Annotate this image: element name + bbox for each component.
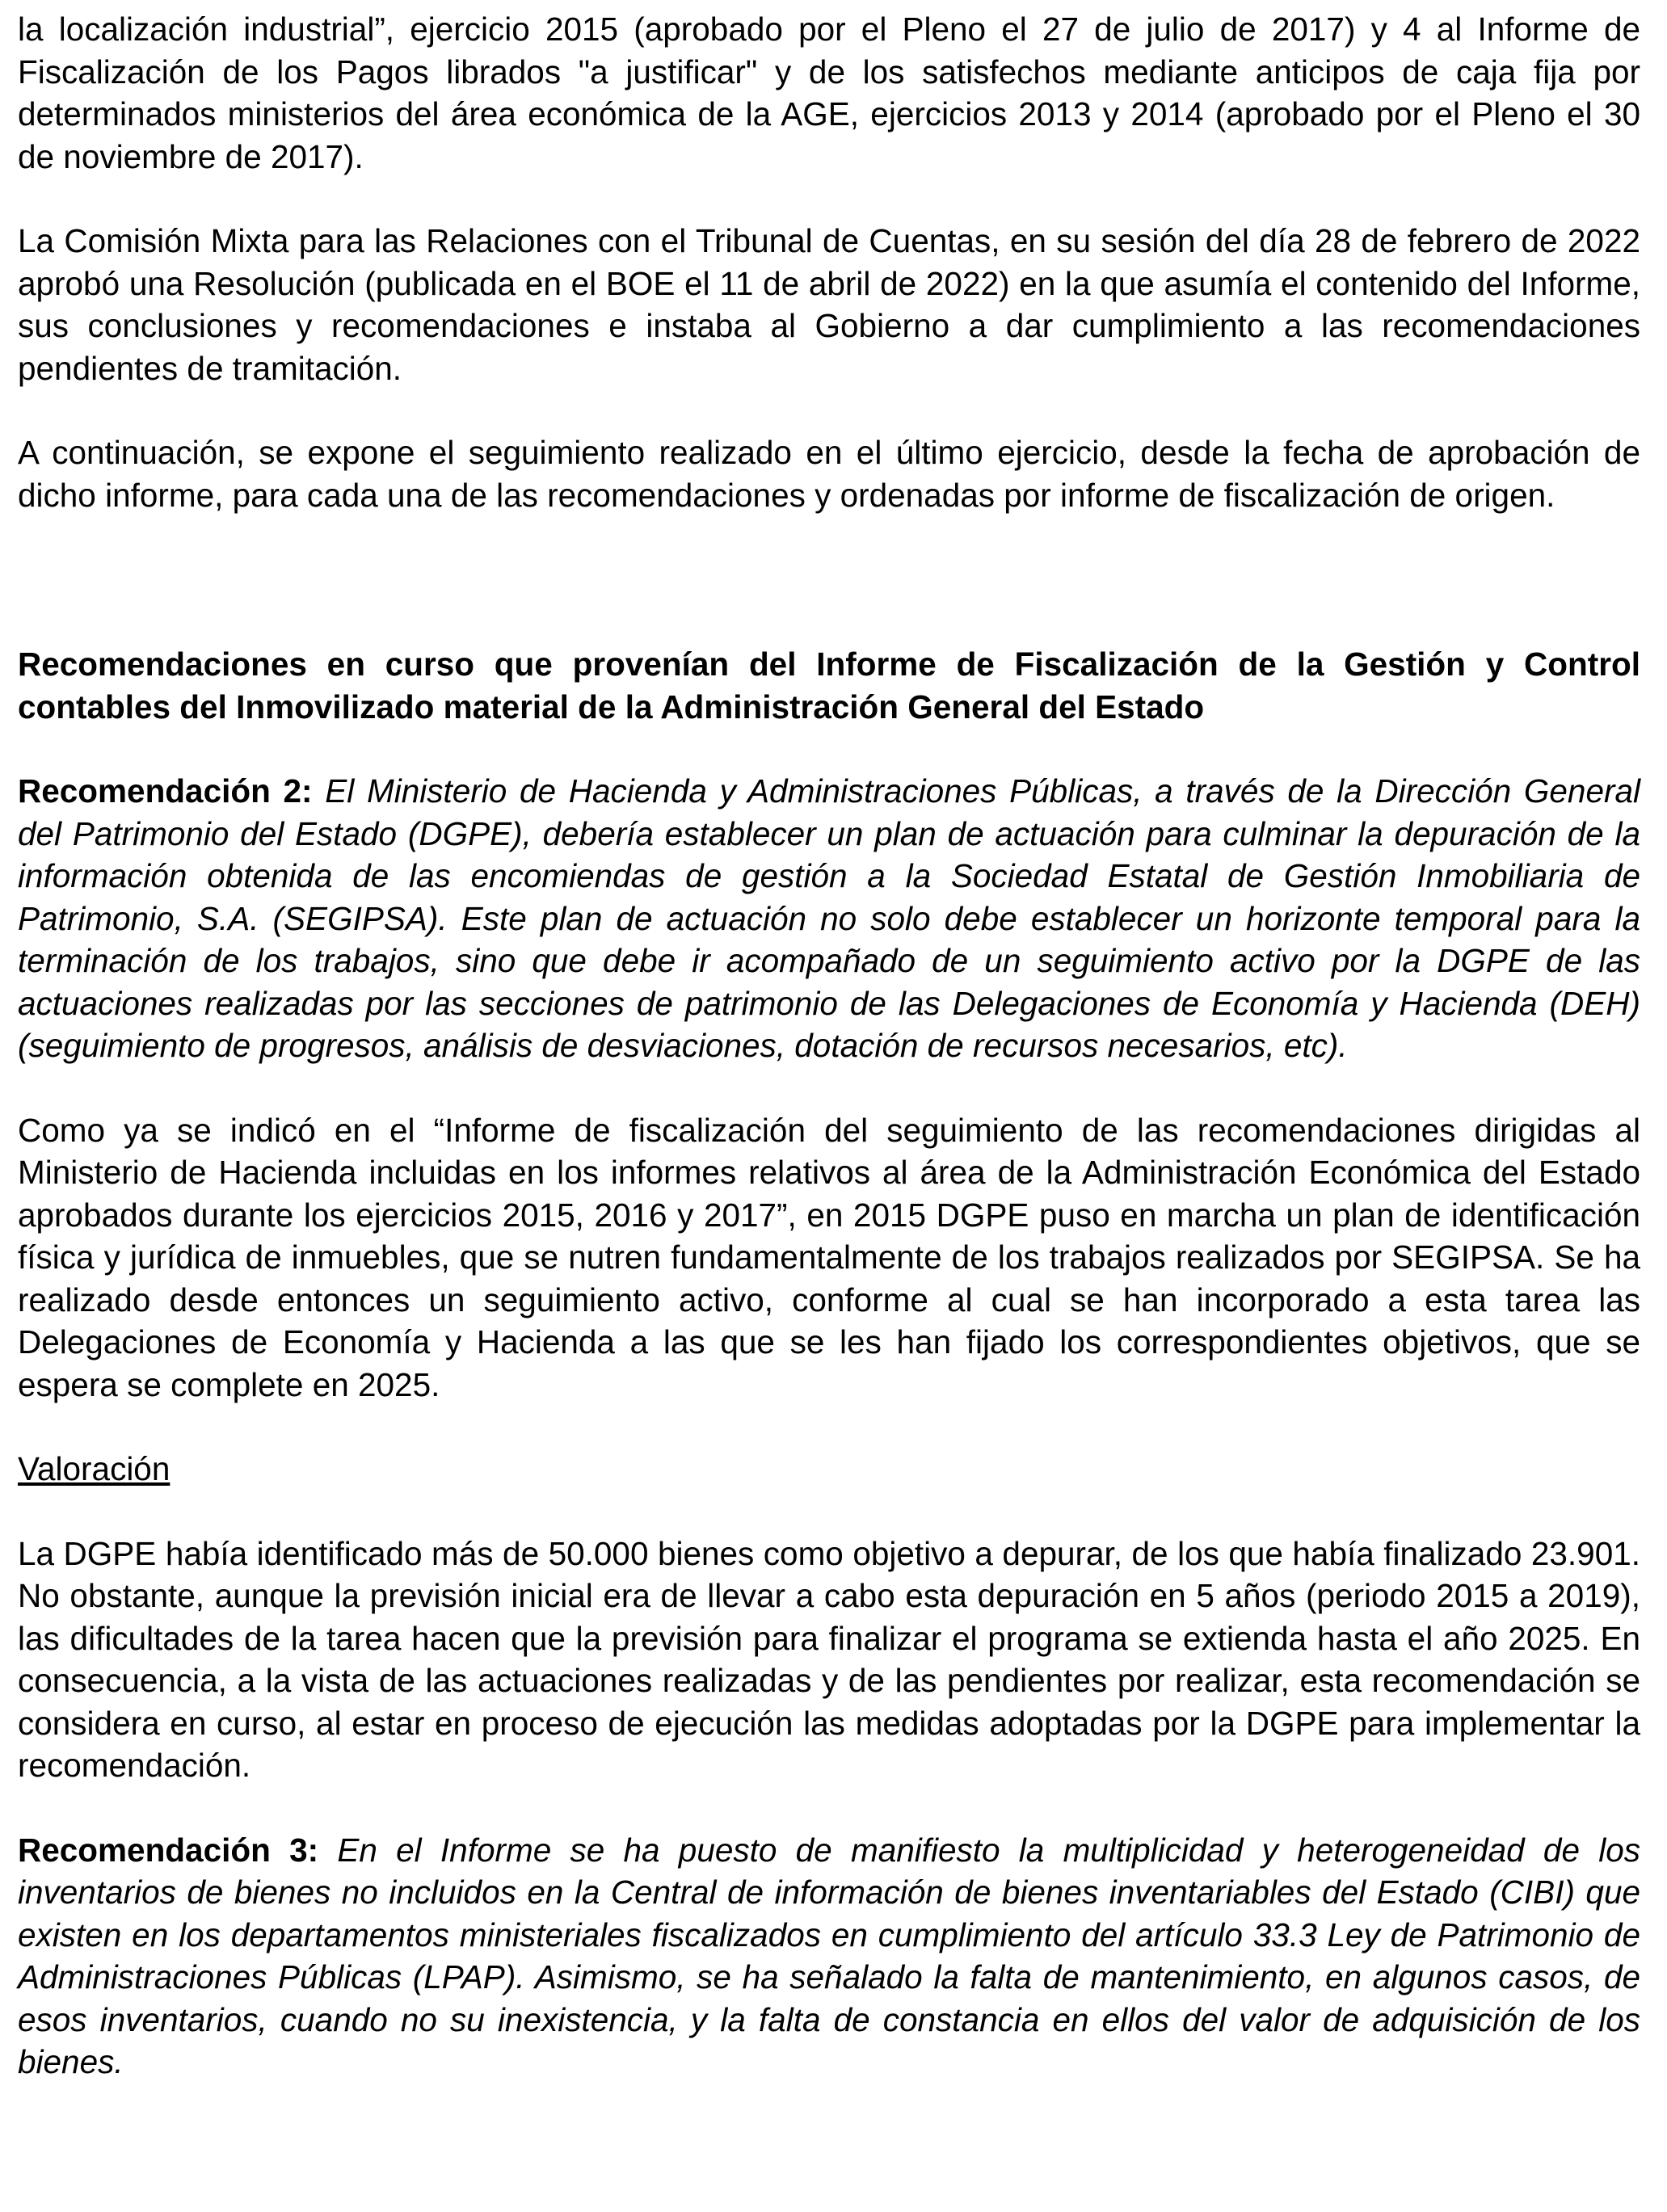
intro-paragraph-2: La Comisión Mixta para las Relaciones con el Tribunal de Cuentas, en su sesión del día 28 de febrero de 2022 aprobó una Resolución (publicada en el BOE el 11 de abril de 2022) en la que asumía el contenido del Informe, sus conclusiones y recomendaciones e instaba al Gobierno a dar cumplimiento a las recomendaciones pendientes de tramitación. <box>18 222 1640 387</box>
follow-up-paragraph: Como ya se indicó en el “Informe de fiscalización del seguimiento de las recomendaciones dirigidas al Ministerio de Hacienda incluidas en los informes relativos al área de la Administración Económica del Estado aprobados durante los ejercicios 2015, 2016 y 2017”, en 2015 DGPE puso en marcha un plan de identificación física y jurídica de inmuebles, que se nutren fundamentalmente de los trabajos realizados por SEGIPSA. Se ha realizado desde entonces un seguimiento activo, conforme al cual se han incorporado a esta tarea las Delegaciones de Economía y Hacienda a las que se les han fijado los correspondientes objetivos, que se espera se complete en 2025. <box>18 1111 1640 1403</box>
recommendation-3-text: En el Informe se ha puesto de manifiesto la multiplicidad y heterogeneidad de los inventarios de bienes no incluidos en la Central de información de bienes inventariables del Estado (CIBI) que existen en los departamentos ministeriales fiscalizados en cumplimiento del artículo 33.3 Ley de Patrimonio de Administraciones Públicas (LPAP). Asimismo, se ha señalado la falta de mantenimiento, en algunos casos, de esos inventarios, cuando no su inexistencia, y la falta de constancia en ellos del valor de adquisición de los bienes. <box>18 1831 1640 2080</box>
recommendation-3 <box>18 1829 1640 2084</box>
intro-paragraph-3: A continuación, se expone el seguimiento realizado en el último ejercicio, desde la fecha de aprobación de dicho informe, para cada una de las recomendaciones y ordenadas por informe de fiscalización de origen. <box>18 434 1640 514</box>
recommendation-2 <box>18 770 1640 1067</box>
valoracion-heading <box>18 1448 1640 1491</box>
document-page <box>18 8 1640 2084</box>
intro-paragraph-1: la localización industrial”, ejercicio 2015 (aprobado por el Pleno el 27 de julio de 2017) y 4 al Informe de Fiscalización de los Pagos librados "a justificar" y de los satisfechos mediante anticipos de caja fija por determinados ministerios del área económica de la AGE, ejercicios 2013 y 2014 (aprobado por el Pleno el 30 de noviembre de 2017). <box>18 11 1640 175</box>
valoracion-paragraph: La DGPE había identificado más de 50.000 bienes como objetivo a depurar, de los que había finalizado 23.901. No obstante, aunque la previsión inicial era de llevar a cabo esta depuración en 5 años (periodo 2015 a 2019), las dificultades de la tarea hacen que la previsión para finalizar el programa se extienda hasta el año 2025. En consecuencia, a la vista de las actuaciones realizadas y de las pendientes por realizar, esta recomendación se considera en curso, al estar en proceso de ejecución las medidas adoptadas por la DGPE para implementar la recomendación. <box>18 1534 1640 1784</box>
valoracion-label: Valoración <box>18 1450 170 1487</box>
recommendation-2-text: El Ministerio de Hacienda y Administraciones Públicas, a través de la Dirección General del Patrimonio del Estado (DGPE), debería establecer un plan de actuación para culminar la depuración de la información obtenida de las encomiendas de gestión a la Sociedad Estatal de Gestión Inmobiliaria de Patrimonio, S.A. (SEGIPSA). Este plan de actuación no solo debe establecer un horizonte temporal para la terminación de los trabajos, sino que debe ir acompañado de un seguimiento activo por la DGPE de las actuaciones realizadas por las secciones de patrimonio de las Delegaciones de Economía y Hacienda (DEH) (seguimiento de progresos, análisis de desviaciones, dotación de recursos necesarios, etc). <box>18 772 1640 1064</box>
recommendation-3-label: Recomendación 3: <box>18 1831 319 1869</box>
section-heading: Recomendaciones en curso que provenían del Informe de Fiscalización de la Gestión y Control contables del Inmovilizado material de la Administración General del Estado <box>18 646 1640 725</box>
recommendation-2-label: Recomendación 2: <box>18 772 313 810</box>
